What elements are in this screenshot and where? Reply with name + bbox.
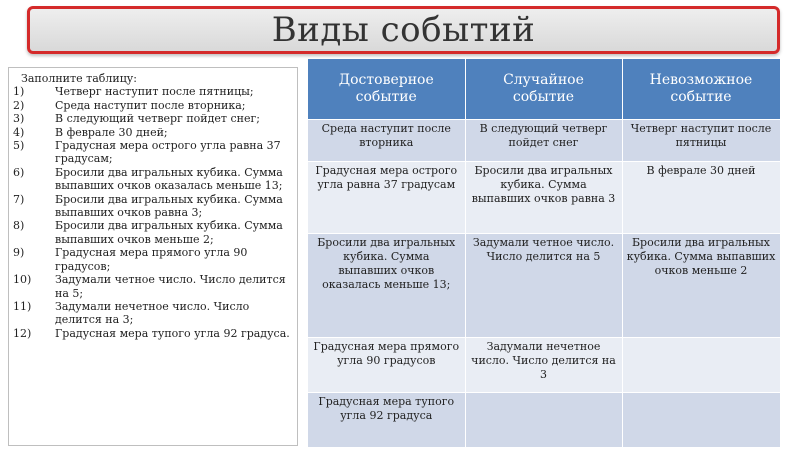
item-text: Задумали нечетное число. Число делится на 3; [55, 299, 250, 327]
item-number: 9) [13, 246, 25, 260]
table-row [308, 120, 780, 162]
list-item [13, 300, 293, 327]
title-banner [27, 6, 780, 54]
table-cell: Бросили два игральных кубика. Сумма выпавших очков оказалась меньше 13; [308, 234, 465, 338]
table-cell [465, 393, 622, 447]
table-cell: В следующий четверг пойдет снег [465, 120, 622, 162]
list-item [13, 139, 293, 166]
table-cell: Задумали нечетное число. Число делится на 3 [465, 338, 622, 393]
item-number: 6) [13, 165, 25, 179]
item-text: Бросили два игральных кубика. Сумма выпавших очков меньше 2; [55, 219, 283, 246]
list-item [13, 112, 293, 125]
list-item [13, 273, 293, 300]
item-text: В следующий четверг пойдет снег; [55, 112, 260, 126]
item-number: 7) [13, 192, 25, 206]
list-item [13, 219, 293, 246]
table-cell [622, 393, 780, 447]
item-number: 1) [13, 85, 25, 99]
table-cell: Градусная мера прямого угла 90 градусов [308, 338, 465, 393]
item-text: Задумали четное число. Число делится на 5; [55, 273, 286, 300]
events-table [308, 59, 781, 447]
item-text: В феврале 30 дней; [55, 125, 168, 139]
item-text: Градусная мера прямого угла 90 градусов; [55, 246, 248, 273]
table-header-row [308, 59, 780, 120]
header-certain-event: Достоверное событие [308, 59, 465, 120]
table-cell: Бросили два игральных кубика. Сумма выпавших очков меньше 2 [622, 234, 780, 338]
item-text: Среда наступит после вторника; [55, 98, 246, 112]
item-text: Градусная мера тупого угла 92 градуса. [55, 326, 290, 340]
table-row [308, 338, 780, 393]
task-panel [8, 67, 298, 446]
list-item [13, 246, 293, 273]
item-number: 8) [13, 219, 25, 233]
list-item [13, 85, 293, 98]
list-item [13, 99, 293, 112]
item-text: Четверг наступит после пятницы; [55, 85, 254, 99]
table-cell: Среда наступит после вторника [308, 120, 465, 162]
item-number: 2) [13, 98, 25, 112]
item-text: Градусная мера острого угла равна 37 градусам; [55, 139, 281, 166]
list-item [13, 327, 293, 340]
list-item [13, 193, 293, 220]
header-impossible-event: Невозможное событие [622, 59, 780, 120]
list-item [13, 126, 293, 139]
table-row [308, 234, 780, 338]
table-cell: Четверг наступит после пятницы [622, 120, 780, 162]
item-text: Бросили два игральных кубика. Сумма выпавших очков равна 3; [55, 192, 283, 220]
table-row [308, 393, 780, 447]
item-number: 12) [13, 326, 32, 340]
item-number: 5) [13, 139, 25, 153]
header-random-event: Случайное событие [465, 59, 622, 120]
table-cell [622, 338, 780, 393]
item-number: 11) [13, 299, 32, 313]
task-list [13, 85, 293, 340]
table-row [308, 162, 780, 234]
table-cell: Градусная мера острого угла равна 37 градусам [308, 162, 465, 234]
table-cell: Градусная мера тупого угла 92 градуса [308, 393, 465, 447]
list-item [13, 166, 293, 193]
table-cell: Бросили два игральных кубика. Сумма выпавших очков равна 3 [465, 162, 622, 234]
table-cell: Задумали четное число. Число делится на 5 [465, 234, 622, 338]
task-heading: Заполните таблицу: [21, 72, 137, 85]
item-number: 3) [13, 112, 25, 126]
page-title: Виды событий [271, 10, 536, 50]
table-cell: В феврале 30 дней [622, 162, 780, 234]
item-text: Бросили два игральных кубика. Сумма выпавших очков оказалась меньше 13; [55, 165, 283, 193]
item-number: 10) [13, 273, 32, 287]
item-number: 4) [13, 125, 25, 139]
